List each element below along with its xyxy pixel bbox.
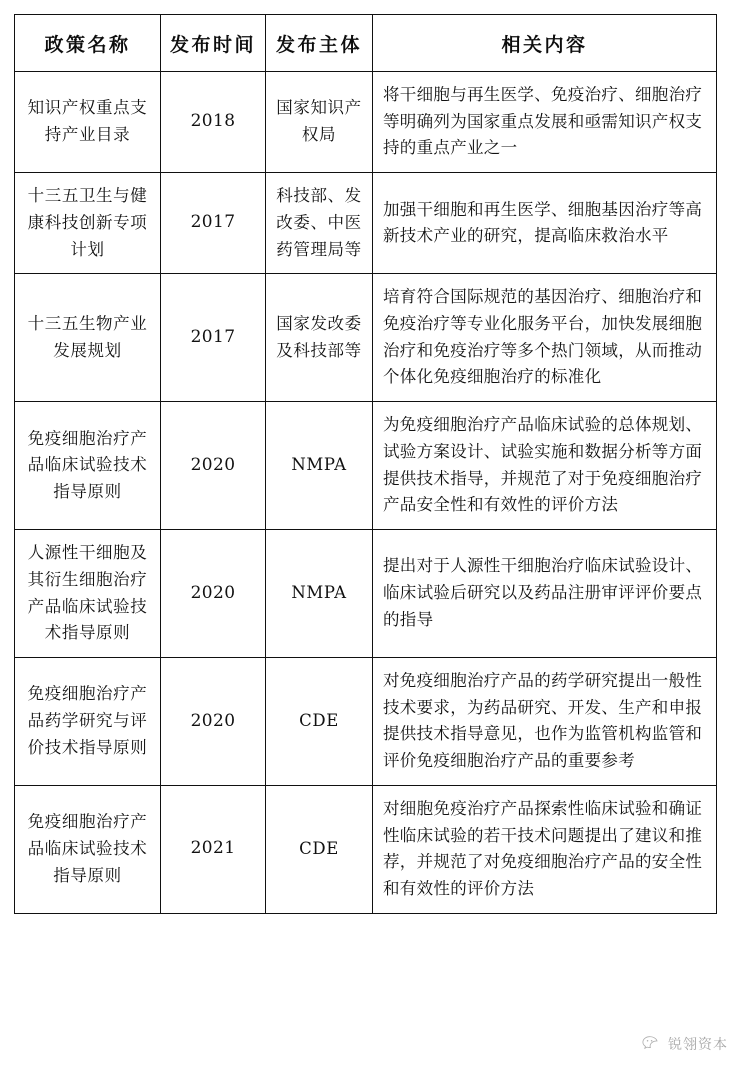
cell-content bbox=[373, 785, 717, 913]
release-date-text: 2021 bbox=[190, 838, 236, 859]
policy-table-container bbox=[14, 14, 716, 1053]
cell-issuer bbox=[266, 274, 373, 402]
cell-policy-name bbox=[15, 530, 161, 658]
table-body bbox=[15, 72, 717, 914]
policy-name-text: 免疫细胞治疗产品临床试验技术指导原则 bbox=[27, 812, 148, 885]
table-row bbox=[15, 530, 717, 658]
policy-table bbox=[14, 14, 717, 914]
content-text: 培育符合国际规范的基因治疗、细胞治疗和免疫治疗等专业化服务平台，加快发展细胞治疗和免疫治疗等多个热门领域，从而推动个体化免疫细胞治疗的标准化 bbox=[383, 287, 703, 387]
cell-content bbox=[373, 530, 717, 658]
table-row bbox=[15, 274, 717, 402]
content-text: 为免疫细胞治疗产品临床试验的总体规划、试验方案设计、试验实施和数据分析等方面提供技术指导，并规范了对于免疫细胞治疗产品安全性和有效性的评价方法 bbox=[383, 415, 703, 515]
cell-release-date bbox=[161, 530, 266, 658]
cell-policy-name bbox=[15, 402, 161, 530]
cell-issuer bbox=[266, 402, 373, 530]
issuer-text: 国家知识产权局 bbox=[276, 98, 362, 145]
release-date-text: 2018 bbox=[190, 111, 236, 132]
policy-name-text: 知识产权重点支持产业目录 bbox=[27, 98, 148, 145]
policy-name-text: 人源性干细胞及其衍生细胞治疗产品临床试验技术指导原则 bbox=[27, 543, 148, 643]
release-date-text: 2017 bbox=[190, 212, 236, 233]
cell-issuer bbox=[266, 530, 373, 658]
policy-name-text: 十三五卫生与健康科技创新专项计划 bbox=[27, 186, 148, 259]
cell-issuer bbox=[266, 173, 373, 274]
table-header-row bbox=[15, 15, 717, 72]
issuer-text: CDE bbox=[299, 838, 339, 858]
content-text: 对免疫细胞治疗产品的药学研究提出一般性技术要求，为药品研究、开发、生产和申报提供技术指导意见，也作为监管机构监管和评价免疫细胞治疗产品的重要参考 bbox=[383, 670, 703, 771]
cell-content bbox=[373, 402, 717, 530]
cell-issuer bbox=[266, 72, 373, 173]
cell-policy-name bbox=[15, 657, 161, 785]
table-row bbox=[15, 173, 717, 274]
content-text: 将干细胞与再生医学、免疫治疗、细胞治疗等明确列为国家重点发展和亟需知识产权支持的重点产业之一 bbox=[383, 85, 703, 158]
table-row bbox=[15, 72, 717, 173]
cell-content bbox=[373, 72, 717, 173]
issuer-text: CDE bbox=[299, 711, 339, 731]
issuer-text: 科技部、发改委、中医药管理局等 bbox=[276, 186, 362, 259]
content-text: 提出对于人源性干细胞治疗临床试验设计、临床试验后研究以及药品注册审评评价要点的指导 bbox=[383, 556, 703, 629]
content-text: 对细胞免疫治疗产品探索性临床试验和确证性临床试验的若干技术问题提出了建议和推荐，并规范了对免疫细胞治疗产品的安全性和有效性的评价方法 bbox=[383, 798, 703, 898]
policy-name-text: 免疫细胞治疗产品临床试验技术指导原则 bbox=[27, 428, 148, 501]
table-row bbox=[15, 657, 717, 785]
cell-policy-name bbox=[15, 274, 161, 402]
cell-issuer bbox=[266, 657, 373, 785]
issuer-text: 国家发改委及科技部等 bbox=[276, 314, 362, 360]
cell-policy-name bbox=[15, 173, 161, 274]
table-header bbox=[15, 15, 717, 72]
cell-policy-name bbox=[15, 72, 161, 173]
table-row bbox=[15, 402, 717, 530]
watermark-text: 锐翎资本 bbox=[668, 1037, 728, 1053]
column-header-policy-name: 政策名称 bbox=[15, 15, 161, 72]
cell-issuer bbox=[266, 785, 373, 913]
column-header-content: 相关内容 bbox=[373, 15, 717, 72]
issuer-text: NMPA bbox=[291, 583, 347, 603]
release-date-text: 2020 bbox=[190, 582, 236, 603]
policy-name-text: 免疫细胞治疗产品药学研究与评价技术指导原则 bbox=[27, 684, 148, 757]
cell-release-date bbox=[161, 274, 266, 402]
cell-release-date bbox=[161, 657, 266, 785]
column-header-issuer: 发布主体 bbox=[266, 15, 373, 72]
issuer-text: NMPA bbox=[291, 455, 347, 475]
cell-release-date bbox=[161, 72, 266, 173]
cell-content bbox=[373, 274, 717, 402]
content-text: 加强干细胞和再生医学、细胞基因治疗等高新技术产业的研究，提高临床救治水平 bbox=[383, 199, 703, 246]
release-date-text: 2020 bbox=[190, 454, 236, 475]
cell-policy-name bbox=[15, 785, 161, 913]
cell-content bbox=[373, 657, 717, 785]
table-row bbox=[15, 785, 717, 913]
cell-release-date bbox=[161, 173, 266, 274]
cell-release-date bbox=[161, 402, 266, 530]
release-date-text: 2020 bbox=[190, 710, 236, 731]
cell-release-date bbox=[161, 785, 266, 913]
policy-name-text: 十三五生物产业发展规划 bbox=[27, 314, 148, 360]
cell-content bbox=[373, 173, 717, 274]
release-date-text: 2017 bbox=[190, 326, 236, 347]
column-header-release-date: 发布时间 bbox=[161, 15, 266, 72]
